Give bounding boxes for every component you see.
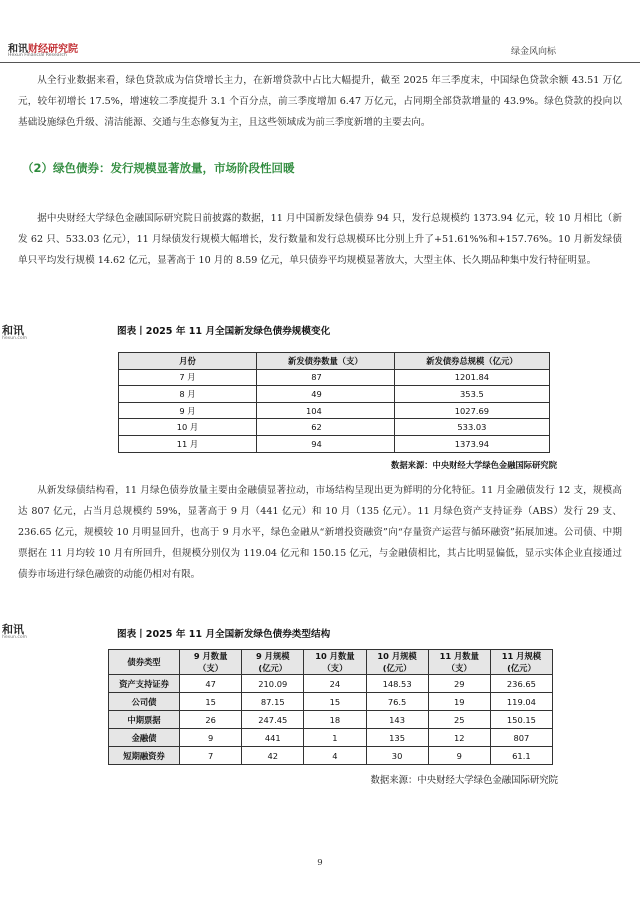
table-cell: 62 (256, 419, 394, 436)
table-row (119, 435, 550, 452)
table-cell: 61.1 (490, 747, 552, 765)
table-cell: 资产支持证券 (109, 675, 180, 693)
column-header (109, 650, 180, 675)
logo-text-red: 财经研究院 (28, 44, 78, 55)
table-cell: 148.53 (366, 675, 428, 693)
table-cell: 金融债 (109, 729, 180, 747)
table-cell: 533.03 (394, 419, 549, 436)
figure2-title: 图表丨2025 年 11 月全国新发绿色债券类型结构 (117, 629, 331, 640)
bond-type-table (108, 649, 553, 765)
paragraph-green-bonds-overview: 据中央财经大学绿色金融国际研究院日前披露的数据，11 月中国新发绿色债券 94 只，发行总规模约 1373.94 亿元，较 10 月相比（新发 62 只、533.03 亿元），11 月绿债发行规模大幅增长，发行数量和发行总规模环比分别上升了+51.61%%和+157.76%。10 月新发绿债单只平均发行规模 14.62 亿元，显著高于 10 月的 8.59 亿元，单只债券平均规模显著放大，大型主体、长久期品种集中发行特征明显。 (18, 213, 622, 266)
table-cell: 25 (428, 711, 490, 729)
figure2-source: 数据来源：中央财经大学绿色金融国际研究院 (370, 775, 558, 786)
figure2-logo-sub: hexun.com (2, 635, 27, 640)
table-row (109, 729, 553, 747)
page-header (0, 0, 640, 62)
table-row (119, 402, 550, 419)
table-row (119, 386, 550, 403)
column-header (304, 650, 366, 675)
table-cell: 19 (428, 693, 490, 711)
logo-english-text: Hexun Financial Research (8, 53, 67, 58)
table-cell: 1201.84 (394, 369, 549, 386)
document-title: 绿金风向标 (510, 47, 556, 57)
table-cell: 30 (366, 747, 428, 765)
table-cell: 7 月 (119, 369, 257, 386)
table-cell: 47 (180, 675, 242, 693)
header-line: 11 月规模 (501, 651, 542, 661)
header-line: 10 月数量 (315, 651, 355, 661)
table-cell: 29 (428, 675, 490, 693)
table-cell: 87.15 (242, 693, 304, 711)
paragraph-bond-structure: 从新发绿债结构看，11 月绿色债券放量主要由金融债显著拉动，市场结构呈现出更为鲜明的分化特征。11 月金融债发行 12 支，规模高达 807 亿元，占当月总规模约 59%，显著高于 9 月（441 亿元）和 10 月（135 亿元）。11 月绿色资产支持证券（ABS）发行 29 支、236.65 亿元，规模较 10 月明显回升，也高于 9 月水平，绿色金融从“新增投资融资”向“存量资产运营与循环融资”拓展加速。公司债、中期票据在 11 月均较 10 月有所回升，但规模分别仅为 119.04 亿元和 150.15 亿元，与金融债相比，其占比明显偏低，显示实体企业直接通过债券市场进行绿色融资的动能仍相对有限。 (18, 485, 622, 580)
table-cell: 24 (304, 675, 366, 693)
header-line: 9 月规模 (255, 651, 290, 661)
table-cell: 1027.69 (394, 402, 549, 419)
table-cell: 1 (304, 729, 366, 747)
table-cell: 119.04 (490, 693, 552, 711)
table-cell: 18 (304, 711, 366, 729)
table-row (109, 693, 553, 711)
header-line: （支） (322, 663, 348, 673)
bond-scale-table (118, 352, 550, 453)
table-row (109, 747, 553, 765)
column-header: 新发债券数量（支） (256, 353, 394, 370)
table-cell: 11 月 (119, 435, 257, 452)
table-header-row (109, 650, 553, 675)
table-cell: 76.5 (366, 693, 428, 711)
table-cell: 135 (366, 729, 428, 747)
figure1-logo: 和讯 (2, 324, 24, 337)
table-cell: 210.09 (242, 675, 304, 693)
header-line: (亿元） (382, 663, 412, 673)
section-heading: （2）绿色债券：发行规模显著放量，市场阶段性回暖 (22, 161, 295, 175)
figure1-title: 图表丨2025 年 11 月全国新发绿色债券规模变化 (117, 326, 331, 337)
table-cell: 4 (304, 747, 366, 765)
table-cell: 中期票据 (109, 711, 180, 729)
table-row (119, 369, 550, 386)
header-line: 债券类型 (127, 657, 161, 667)
column-header (242, 650, 304, 675)
table-cell: 353.5 (394, 386, 549, 403)
table-cell: 104 (256, 402, 394, 419)
table-cell: 9 月 (119, 402, 257, 419)
table-cell: 公司债 (109, 693, 180, 711)
table-cell: 9 (180, 729, 242, 747)
table-row (109, 711, 553, 729)
table-cell: 150.15 (490, 711, 552, 729)
column-header (490, 650, 552, 675)
table-cell: 9 (428, 747, 490, 765)
header-line: (亿元） (507, 663, 536, 673)
table-cell: 42 (242, 747, 304, 765)
table-cell: 87 (256, 369, 394, 386)
column-header (180, 650, 242, 675)
column-header (366, 650, 428, 675)
table-cell: 143 (366, 711, 428, 729)
table-header-row (119, 353, 550, 370)
column-header: 新发债券总规模（亿元） (394, 353, 549, 370)
table-cell: 247.45 (242, 711, 304, 729)
paragraph-green-loans: 从全行业数据来看，绿色贷款成为信贷增长主力，在新增贷款中占比大幅提升，截至 2025 年三季度末，中国绿色贷款余额 43.51 万亿元，较年初增长 17.5%，增速较二季度提升 3.1 个百分点，前三季度增加 6.47 万亿元，占同期全部贷款增量的 43.9%。绿色贷款的投向以基础设施绿色升级、清洁能源、交通与生态修复为主，且这些领域成为前三季度新增的主要去向。 (18, 75, 622, 128)
table-row (119, 419, 550, 436)
table-cell: 8 月 (119, 386, 257, 403)
table-cell: 807 (490, 729, 552, 747)
table-cell: 26 (180, 711, 242, 729)
header-line: （支） (446, 663, 472, 673)
header-divider (0, 62, 640, 63)
table-cell: 12 (428, 729, 490, 747)
table-cell: 441 (242, 729, 304, 747)
header-line: (亿元） (258, 663, 288, 673)
table-cell: 49 (256, 386, 394, 403)
table-cell: 236.65 (490, 675, 552, 693)
column-header: 月份 (119, 353, 257, 370)
logo-text-black: 和讯 (8, 44, 28, 55)
header-line: 9 月数量 (193, 651, 228, 661)
figure1-source: 数据来源：中央财经大学绿色金融国际研究院 (391, 460, 557, 470)
table-cell: 15 (180, 693, 242, 711)
table-cell: 94 (256, 435, 394, 452)
header-line: （支） (198, 663, 224, 673)
table-cell: 10 月 (119, 419, 257, 436)
table-row (109, 675, 553, 693)
table-cell: 短期融资券 (109, 747, 180, 765)
header-line: 11 月数量 (439, 651, 479, 661)
page-number: 9 (317, 858, 323, 868)
table-cell: 7 (180, 747, 242, 765)
figure1-logo-sub: hexun.com (2, 336, 27, 341)
column-header (428, 650, 490, 675)
table-cell: 1373.94 (394, 435, 549, 452)
figure2-logo: 和讯 (2, 623, 24, 636)
table-cell: 15 (304, 693, 366, 711)
header-line: 10 月规模 (377, 651, 417, 661)
